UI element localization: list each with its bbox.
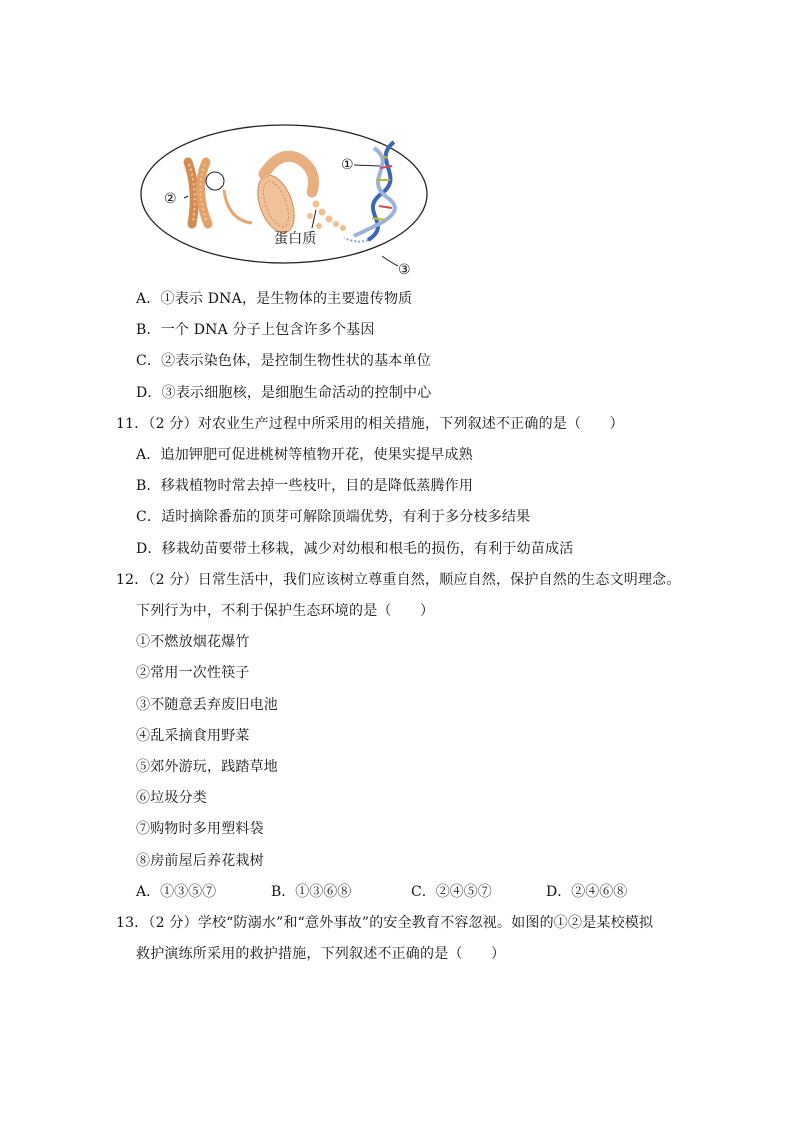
q12-item-8: ⑧房前屋后养花栽树	[136, 853, 264, 869]
label-1: ①	[341, 157, 354, 173]
label-2: ②	[164, 191, 177, 207]
q12-item-5: ⑤郊外游玩，践踏草地	[136, 759, 278, 775]
q12-item-6: ⑥垃圾分类	[136, 790, 207, 806]
q12-choice-b: B．①③⑥⑧	[271, 884, 352, 900]
protein-label: 蛋白质	[274, 231, 317, 247]
chromatin-coil	[224, 156, 346, 237]
q12-stem-line1: 12．（2 分）日常生活中，我们应该树立尊重自然，顺应自然，保护自然的生态文明理念。	[116, 572, 681, 588]
q11-option-a: A．追加钾肥可促进桃树等植物开花，使果实提早成熟	[136, 447, 473, 463]
q12-item-4: ④乱采摘食用野菜	[136, 728, 250, 744]
q10-option-b: B．一个 DNA 分子上包含许多个基因	[136, 322, 375, 338]
q10-option-a: A．①表示 DNA，是生物体的主要遗传物质	[136, 291, 413, 307]
q12-item-7: ⑦购物时多用塑料袋	[136, 821, 264, 837]
label-3: ③	[398, 262, 411, 278]
q12-choice-a: A．①③⑤⑦	[136, 884, 217, 900]
cell-diagram	[136, 120, 436, 280]
q11-option-d: D．移栽幼苗要带土移栽，减少对幼根和根毛的损伤，有利于幼苗成活	[136, 541, 574, 557]
cell-diagram-illustration	[136, 120, 436, 280]
q12-choice-d: D．②④⑥⑧	[546, 884, 628, 900]
q10-option-c: C．②表示染色体，是控制生物性状的基本单位	[136, 353, 431, 369]
q13-stem-line2: 救护演练所采用的救护措施，下列叙述不正确的是（ ）	[136, 946, 506, 962]
q11-option-b: B．移栽植物时常去掉一些枝叶，目的是降低蒸腾作用	[136, 478, 474, 494]
q12-stem-line2: 下列行为中，不利于保护生态环境的是（ ）	[136, 603, 435, 619]
q13-stem-line1: 13．（2 分）学校“防溺水”和“意外事故”的安全教育不容忽视。如图的①②是某校模拟	[116, 915, 654, 931]
q12-choice-c: C．②④⑤⑦	[411, 884, 492, 900]
q11-stem: 11．（2 分）对农业生产过程中所采用的相关措施，下列叙述不正确的是（ ）	[116, 416, 624, 432]
q10-option-d: D．③表示细胞核，是细胞生命活动的控制中心	[136, 385, 432, 401]
chromosome-shape	[188, 162, 208, 224]
q11-option-c: C．适时摘除番茄的顶芽可解除顶端优势，有利于多分枝多结果	[136, 509, 531, 525]
q12-item-3: ③不随意丢弃废旧电池	[136, 697, 278, 713]
q12-item-2: ②常用一次性筷子	[136, 665, 250, 681]
q12-item-1: ①不燃放烟花爆竹	[136, 634, 250, 650]
